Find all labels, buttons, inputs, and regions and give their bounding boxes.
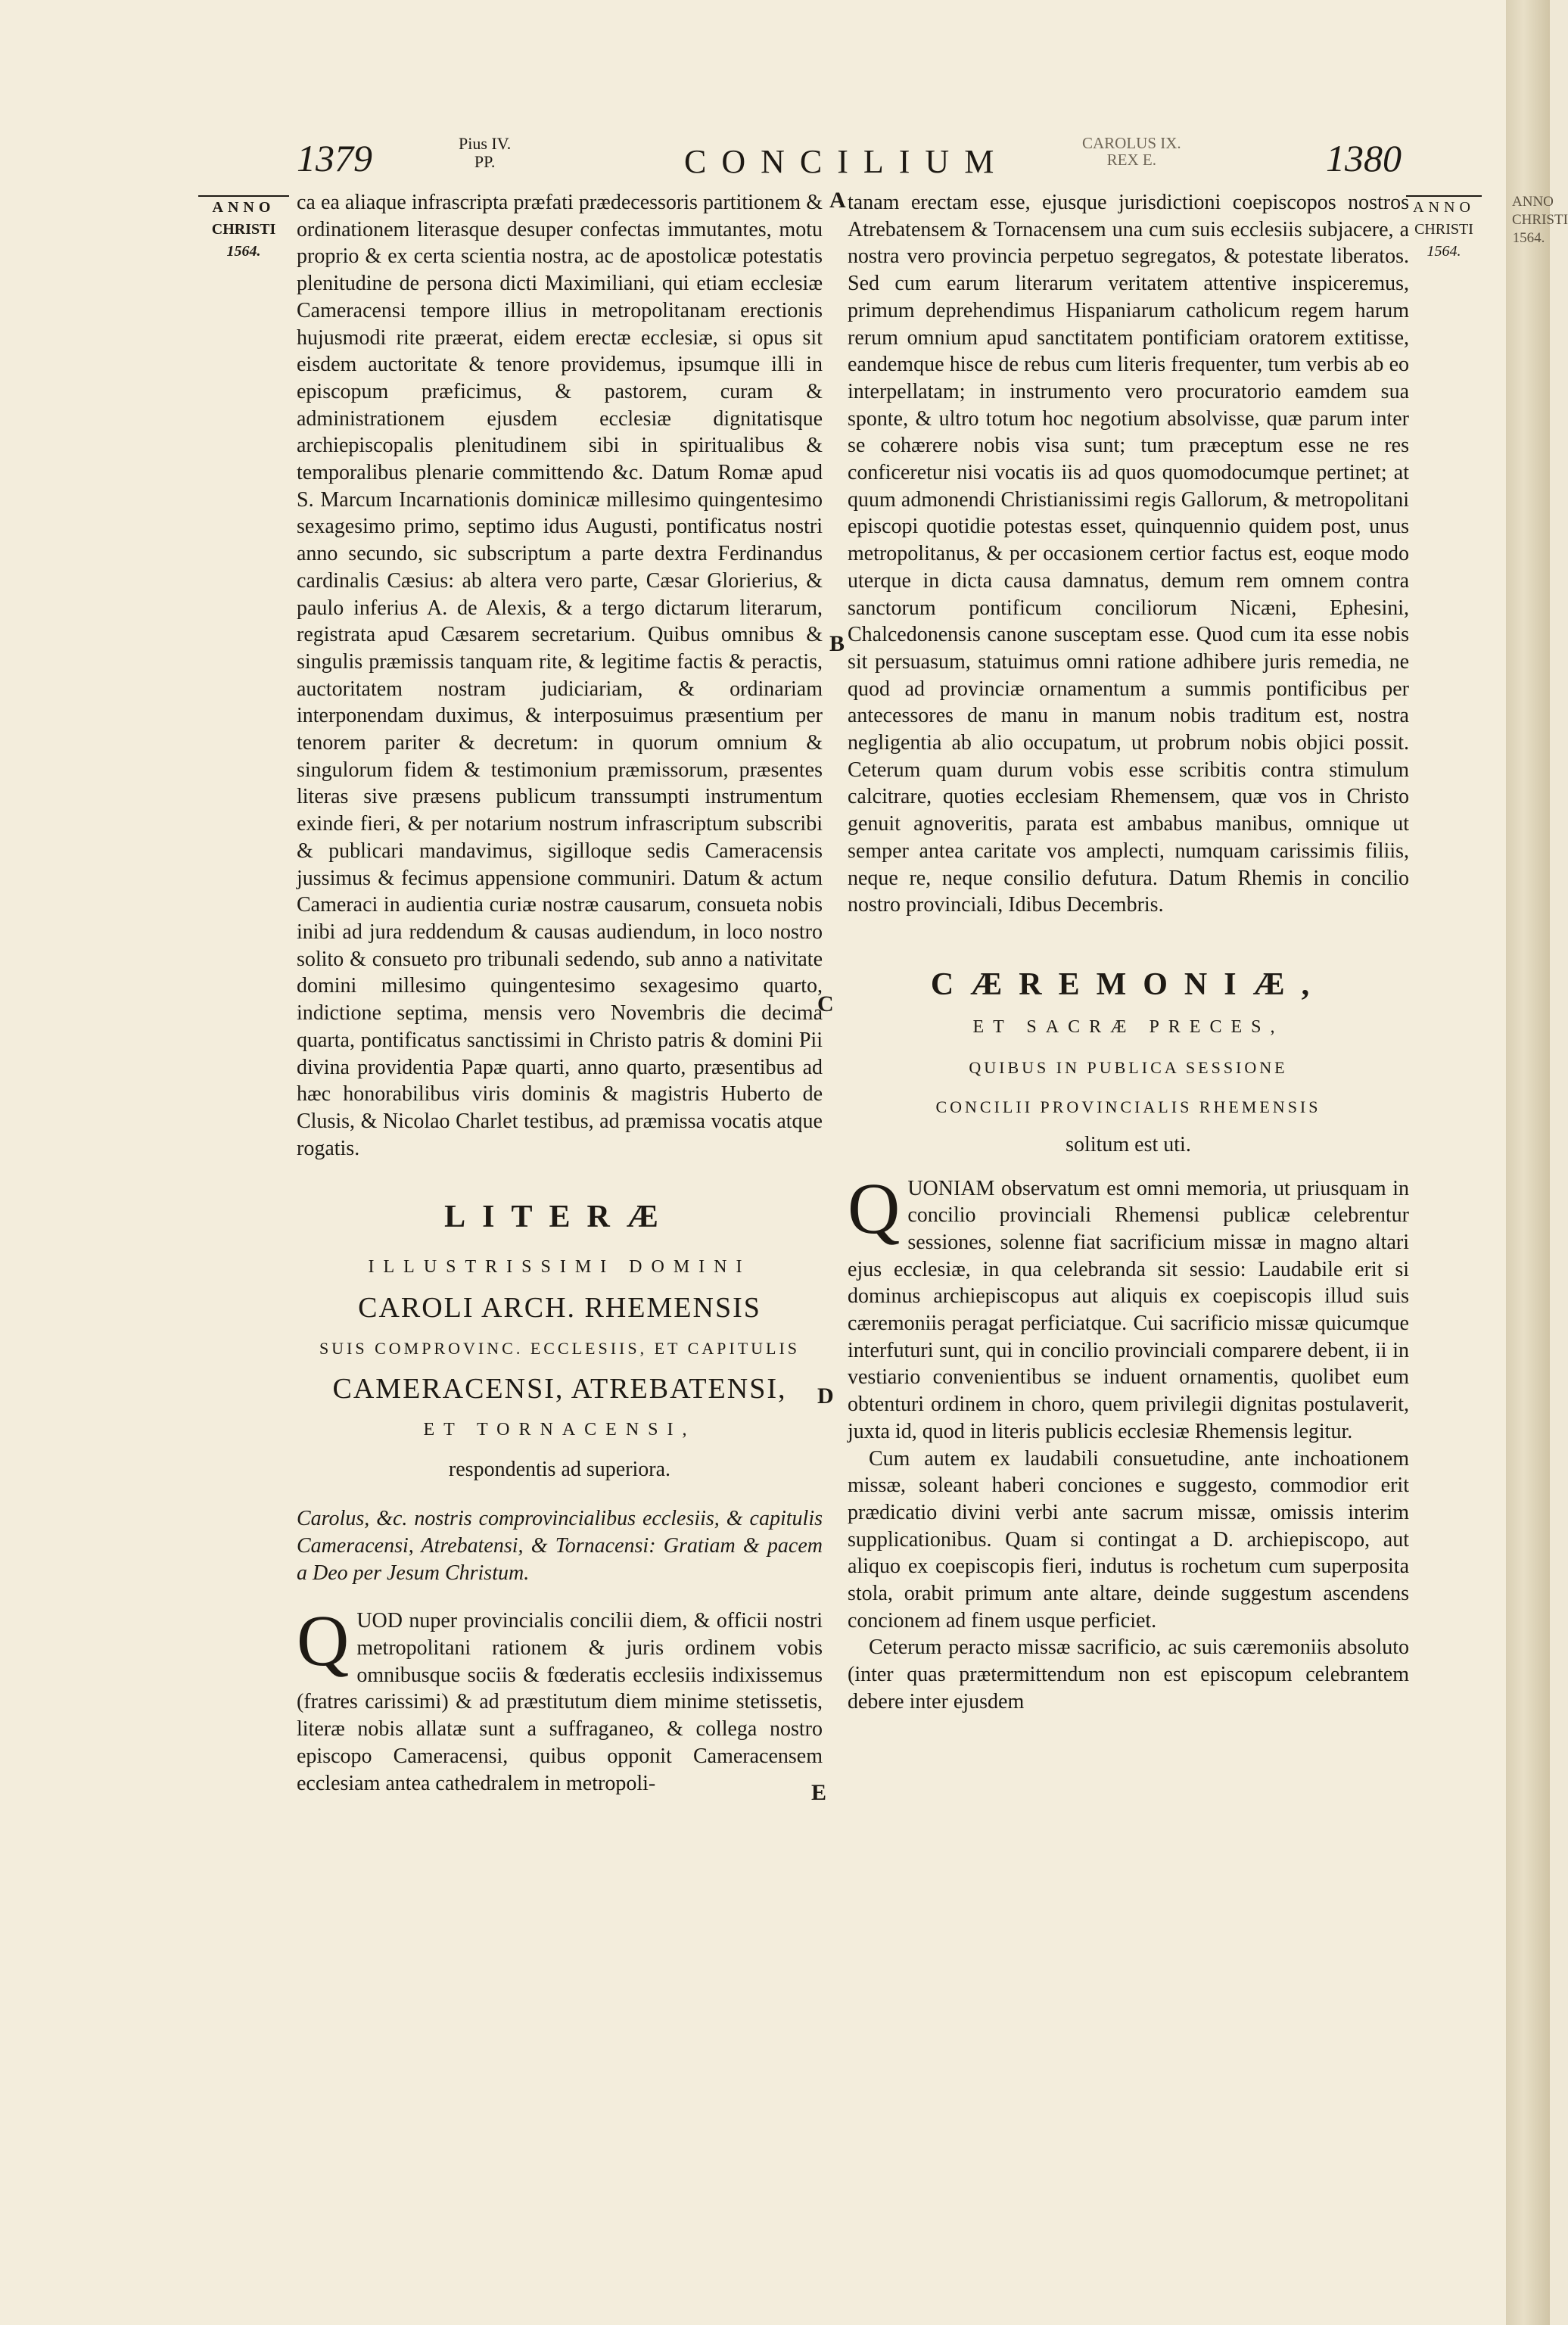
- pope-heading: [459, 135, 511, 171]
- section-mark-b: B: [829, 631, 845, 656]
- facing-margin-note: ANNO CHRISTI 1564.: [1512, 194, 1568, 246]
- caeremoniae-line-2: QUIBUS IN PUBLICA SESSIONE: [969, 1058, 1288, 1078]
- left-paragraph-1: ca ea aliaque infrascripta præfati prædecessoris partitionem & ordinationem literasque desuper confectas immutantes, motu proprio & ex certa scientia nostra, ac de apostolicæ potestatis plenitudine de persona dicti Maximiliani, qui etiam ecclesiæ Cameracensi tempore illius in metropolitanam erectionis hujusmodi rite præerat, eidem erectæ ecclesiæ, si opus sit eisdem auctoritate & tenore providemus, ipsumque illi in episcopum præficimus, & pastorem, curam & administrationem ejusdem ecclesiæ dignitatisque archiepiscopalis plenitudinem sibi in spiritualibus & temporalibus plenarie committendo &c. Datum Romæ apud S. Marcum Incarnationis dominicæ millesimo quingentesimo sexagesimo primo, septimo idus Augusti, pontificatus nostri anno secundo, sic subscriptum a parte dextra Ferdinandus cardinalis Cæsius: ab altera vero parte, Cæsar Glorierius, & paulo inferius A. de Alexis, & a tergo dictarum literarum, registrata apud Cæsarem secretarium. Quibus omnibus & singulis præmissis tanquam rite, & legitime factis & peractis, auctoritatem nostram judiciariam, & ordinariam interponendam duximus, & interposuimus præsentium per tenorem pariter & decretum: in quorum omnium & singulorum fidem & testimonium præmissorum, præsentes literas sive præsens publicum transsumpti instrumentum exinde fieri, & per notarium nostrum infrascriptum subscribi & publicari mandavimus, sigilloque sedis Cameracensis jussimus & fecimus appensione communiri. Datum & actum Cameraci in audientia curiæ nostræ causarum, consueta nobis inibi ad jura reddendum & causas audiendum, in loco nostro solito & consueto pro tribunali sedendo, sub anno a nativitate domini millesimo quingentesimo sexagesimo quarto, indictione septima, mensis vero Novembris die decima quarta, pontificatus sanctissimi in Christo patris & domini Pii divina providentia Papæ quarti, anno quarto, præsentibus ad hæc honorabilibus viris dominis & magistris Huberto de Clusis, & Nicolao Charlet testibus, ad præmissa vocatis atque rogatis.: [297, 191, 823, 1160]
- section-mark-a: A: [829, 188, 846, 213]
- margin-year: 1564.: [1426, 243, 1461, 260]
- drop-capital: Q: [297, 1600, 350, 1682]
- margin-christi: CHRISTI: [1414, 221, 1473, 238]
- page-number-left: 1379: [297, 137, 372, 179]
- caeremoniae-line-4: solitum est uti.: [1066, 1132, 1191, 1156]
- caeremoniae-line-3: CONCILII PROVINCIALIS RHEMENSIS: [935, 1097, 1321, 1117]
- margin-year: 1564.: [226, 243, 261, 260]
- caeremoniae-title: CÆREMONIÆ,: [930, 966, 1327, 1002]
- literae-line-1: ILLUSTRISSIMI DOMINI: [368, 1257, 751, 1278]
- margin-anno: ANNO: [198, 195, 289, 219]
- page-number-right: 1380: [1326, 137, 1402, 179]
- facing-page-edge: [1506, 0, 1568, 2325]
- drop-capital: Q: [848, 1167, 901, 1249]
- section-mark-c: C: [817, 991, 834, 1016]
- left-column: [297, 189, 823, 1797]
- literae-line-6: respondentis ad superiora.: [448, 1457, 671, 1481]
- right-paragraph-2: [848, 1167, 1409, 1446]
- section-mark-d: D: [817, 1383, 834, 1408]
- margin-note-left: [198, 195, 289, 263]
- literae-title: LITERÆ: [444, 1200, 675, 1235]
- right-paragraph-2-text: UONIAM observatum est omni memoria, ut priusquam in concilio provinciali Rhemensi publicæ celebrentur sessiones, solenne fiat sacrificium missæ in magno altari ejus ecclesiæ, in qua celebranda sit sessio: Laudabile erit si dominus archiepiscopus aut aliquis ex coepiscopis illud suis cæremoniis peragat perficiatque. Cui sacrificio missæ quicumque interfuturi sunt, qui in concilio provinciali comparere debent, ii in vestiario convenientibus se induent ornamentis, quolibet eum obtenturi ordinem in choro, quem privilegii dignitas postulaverit, juxta id, quod in literis publicis ecclesiæ Rhemensis legitur.: [848, 1176, 1409, 1443]
- right-paragraph-4: Ceterum peracto missæ sacrificio, ac suis cæremoniis absoluto (inter quas prætermittendum non est episcopum celebrantem debere inter ejusdem: [848, 1636, 1409, 1713]
- running-header: [0, 135, 1506, 195]
- right-paragraph-3: Cum autem ex laudabili consuetudine, ante inchoationem missæ, soleant haberi conciones e suggesto, commodior erit prædicatio divini verbi ante sacrum missæ, omissis interim supplicationibus. Quam si contingat a D. archiepiscopo, aut aliquo ex coepiscopis fieri, indutus is rochetum cum superposita stola, orabit primum ante altare, deinde suggestum ascendens concionem ad finem usque perficiet.: [848, 1446, 1409, 1632]
- left-paragraph-2-text: UOD nuper provincialis concilii diem, & officii nostri metropolitani rationem & juris ordinem vobis omnibusque sociis & fœderatis ecclesiis indixissemus (fratres carissimi) & ad præstitutum diem minime stetissetis, literæ nobis allatæ sunt a suffraganeo, & collega nostro episcopo Cameracensi, quibus opponit Cameracensem ecclesiam antea cathedralem in metropoli-: [297, 1609, 823, 1795]
- left-paragraph-2: [297, 1600, 823, 1797]
- margin-note-right: [1406, 195, 1482, 263]
- margin-anno: ANNO: [1406, 195, 1482, 219]
- literae-line-5: ET TORNACENSI,: [423, 1419, 696, 1440]
- running-title: CONCILIUM: [684, 143, 1010, 180]
- section-mark-e: E: [811, 1780, 827, 1805]
- pope-name: Pius IV.: [459, 134, 512, 153]
- letter-address: Carolus, &c. nostris comprovincialibus ecclesiis, & capitulis Cameracensi, Atrebatensi, & Tornacensi: Gratiam & pacem a Deo per Jesum Christum.: [297, 1507, 823, 1585]
- literae-line-2: CAROLI ARCH. RHEMENSIS: [358, 1291, 761, 1324]
- pope-sub: PP.: [474, 152, 496, 171]
- king-heading: [1082, 135, 1181, 168]
- right-paragraph-1: tanam erectam esse, ejusque jurisdictioni coepiscopos nostros Atrebatensem & Tornacensem una cum suis ecclesiis subjacere, a nostra vero provincia perpetuo segregatos, & potestate liberatos. Sed cum earum literarum veritatem attentive inspiceremus, primum deprehendimus Hispaniarum catholicum regem harum rerum omnium apud sanctitatem pontificiam oratorem extitisse, eandemque hisce de rebus cum literis frequenter, tum verbis ab eo interpellatam; in instrumento vero procuratorio eamdem sua sponte, & ultro totum hoc negotium absolvisse, quæ parum inter se cohærere nobis visa sunt; tum præceptum esse ne res conficeretur nisi vocatis iis ad quos quomodocumque pertinet; at quum admonendi Christianissimi regis Gallorum, & metropolitani episcopi quotidie potestas esset, quinquennio quidem post, unus metropolitanus, & per occasionem certior factus est, eoque modo uterque in dicta causa damnatus, demum rem omnem contra sanctorum pontificum conciliorum Nicæni, Ephesini, Chalcedonensis canone susceptam esse. Quod cum ita esse nobis sit persuasum, statuimus omni ratione adhibere juris remedia, ne quod ad provinciæ ornamentum a summis pontificibus per antecessores de manu in manum nobis traditum est, nostra negligentia ab alio occupatum, ut probrum nobis objici possit. Ceterum quam durum vobis esse scribitis contra stimulum calcitrare, quoties ecclesiam Rhemensem, quæ vos in Christo genuit agnoveritis, parata est ambabus manibus, omnique ut semper antea caritate vos amplecti, numquam carissimis filiis, neque re, neque consilio defutura. Datum Rhemis in concilio nostro provinciali, Idibus Decembris.: [848, 191, 1409, 917]
- king-sub: REX E.: [1106, 151, 1156, 169]
- literae-line-3: SUIS COMPROVINC. ECCLESIIS, ET CAPITULIS: [319, 1339, 801, 1359]
- right-column: [848, 189, 1409, 1716]
- king-name: CAROLUS IX.: [1082, 134, 1181, 152]
- caeremoniae-line-1: ET SACRÆ PRECES,: [972, 1016, 1284, 1037]
- margin-christi: CHRISTI: [211, 221, 276, 238]
- literae-line-4: CAMERACENSI, ATREBATENSI,: [332, 1373, 787, 1405]
